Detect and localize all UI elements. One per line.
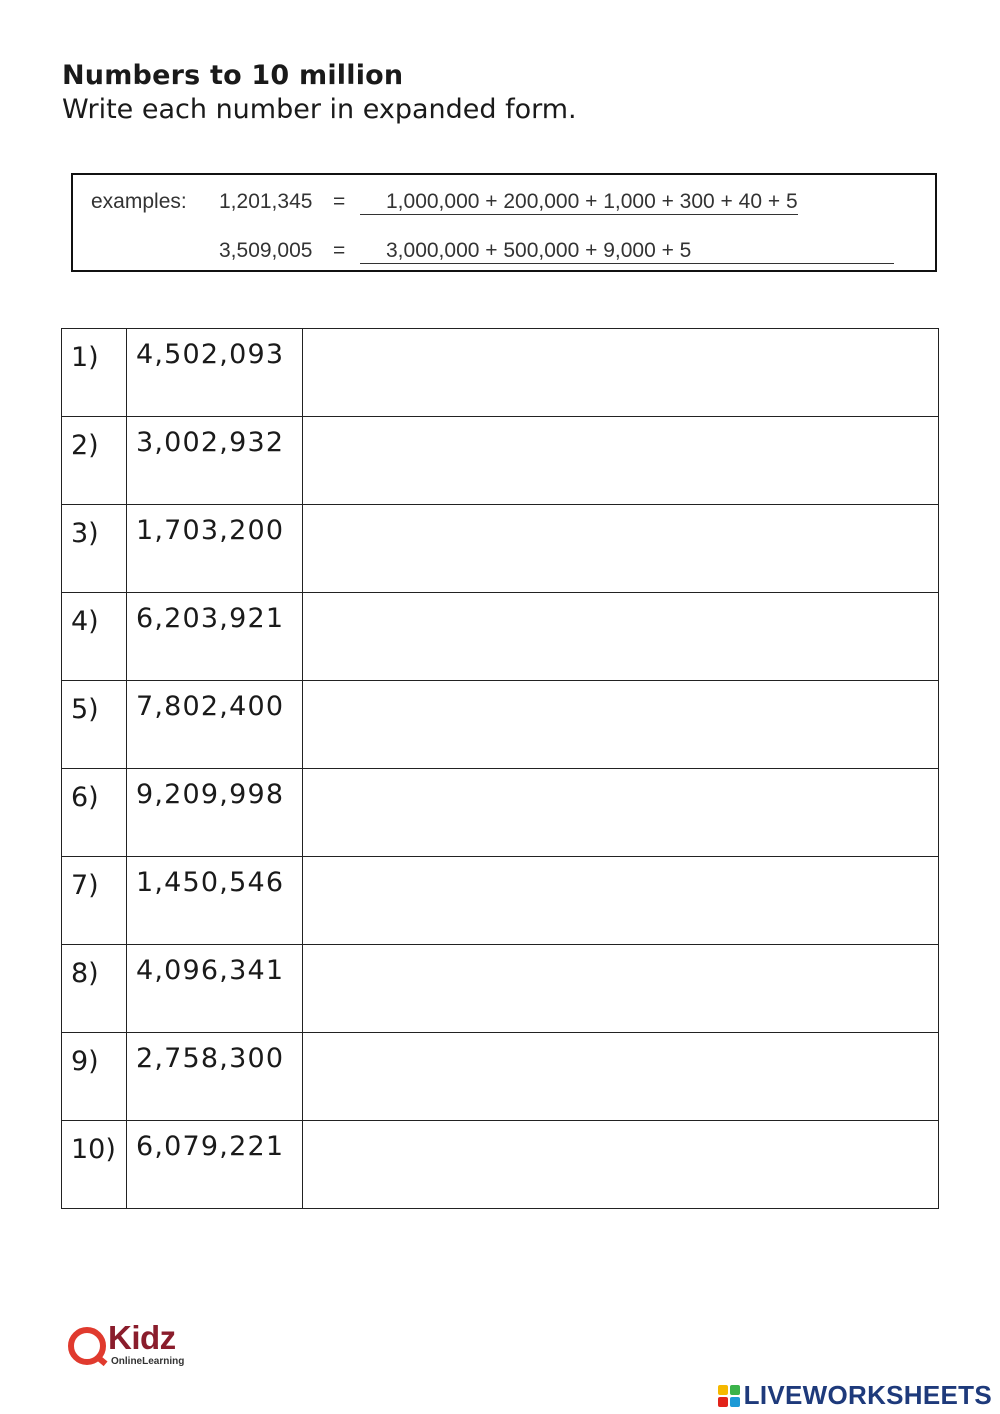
liveworksheets-grid-icon	[718, 1385, 740, 1407]
example-number: 3,509,005	[219, 239, 313, 262]
qkidz-logo	[68, 1319, 188, 1375]
question-number: 6,203,921	[127, 593, 303, 681]
answer-input-9[interactable]	[303, 1033, 938, 1119]
answer-input-8[interactable]	[303, 945, 938, 1031]
question-index: 9)	[62, 1033, 127, 1121]
example-equals: =	[333, 239, 346, 262]
question-number: 9,209,998	[127, 769, 303, 857]
question-row	[62, 505, 939, 593]
question-row	[62, 1033, 939, 1121]
answer-cell	[303, 769, 939, 857]
answer-cell	[303, 593, 939, 681]
answer-input-5[interactable]	[303, 681, 938, 767]
examples-box	[71, 173, 937, 272]
question-row	[62, 329, 939, 417]
liveworksheets-text: LIVEWORKSHEETS	[743, 1380, 992, 1410]
question-index: 8)	[62, 945, 127, 1033]
examples-label: examples:	[91, 190, 187, 213]
q-letter-icon	[68, 1327, 106, 1365]
answer-cell	[303, 857, 939, 945]
answer-cell	[303, 417, 939, 505]
answer-cell	[303, 945, 939, 1033]
answer-input-7[interactable]	[303, 857, 938, 943]
question-row	[62, 769, 939, 857]
answer-input-1[interactable]	[303, 329, 938, 415]
questions-table	[61, 328, 939, 1209]
question-number: 4,502,093	[127, 329, 303, 417]
answer-input-10[interactable]	[303, 1121, 938, 1207]
question-number: 4,096,341	[127, 945, 303, 1033]
page-title: Numbers to 10 million	[62, 60, 404, 91]
question-row	[62, 593, 939, 681]
question-number: 3,002,932	[127, 417, 303, 505]
question-number: 1,703,200	[127, 505, 303, 593]
question-number: 2,758,300	[127, 1033, 303, 1121]
question-index: 4)	[62, 593, 127, 681]
question-index: 10)	[62, 1121, 127, 1209]
question-index: 3)	[62, 505, 127, 593]
question-row	[62, 417, 939, 505]
answer-input-3[interactable]	[303, 505, 938, 591]
question-index: 1)	[62, 329, 127, 417]
question-row	[62, 857, 939, 945]
example-number: 1,201,345	[219, 190, 313, 213]
question-number: 7,802,400	[127, 681, 303, 769]
question-index: 6)	[62, 769, 127, 857]
example-equals: =	[333, 190, 346, 213]
answer-cell	[303, 1033, 939, 1121]
example-expanded: 1,000,000 + 200,000 + 1,000 + 300 + 40 + 5	[360, 190, 798, 215]
question-index: 7)	[62, 857, 127, 945]
answer-cell	[303, 681, 939, 769]
answer-cell	[303, 329, 939, 417]
logo-subtitle: OnlineLearning	[111, 1356, 185, 1367]
question-index: 5)	[62, 681, 127, 769]
answer-input-4[interactable]	[303, 593, 938, 679]
answer-cell	[303, 1121, 939, 1209]
question-number: 1,450,546	[127, 857, 303, 945]
example-expanded: 3,000,000 + 500,000 + 9,000 + 5	[360, 239, 894, 264]
answer-input-6[interactable]	[303, 769, 938, 855]
instruction-text: Write each number in expanded form.	[62, 94, 577, 125]
logo-kidz-text: Kidz	[108, 1319, 176, 1356]
question-index: 2)	[62, 417, 127, 505]
question-number: 6,079,221	[127, 1121, 303, 1209]
question-row	[62, 1121, 939, 1209]
question-row	[62, 681, 939, 769]
answer-cell	[303, 505, 939, 593]
question-row	[62, 945, 939, 1033]
liveworksheets-brand	[718, 1380, 992, 1411]
answer-input-2[interactable]	[303, 417, 938, 503]
